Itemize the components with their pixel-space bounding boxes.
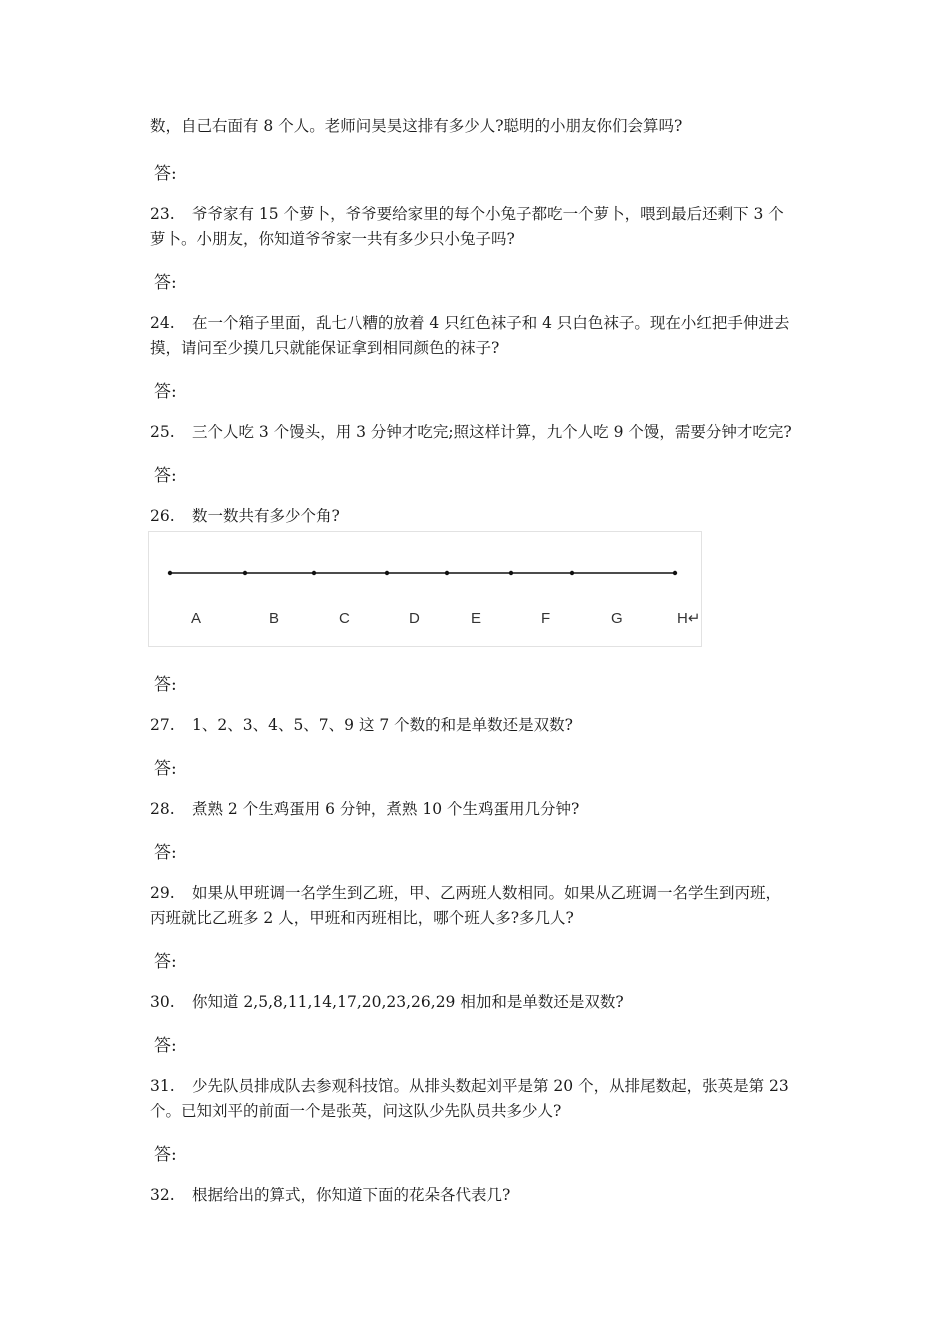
question-25 <box>150 422 840 442</box>
point-dot <box>385 571 389 575</box>
question-31-line-2: 个。已知刘平的前面一个是张英，问这队少先队员共多少人? <box>150 1102 562 1120</box>
question-30 <box>150 992 840 1012</box>
point-dot <box>312 571 316 575</box>
point-label: C <box>339 610 350 627</box>
question-number: 25. <box>150 423 175 441</box>
question-23 <box>150 204 840 224</box>
question-28 <box>150 799 840 819</box>
question-23-line-2: 萝卜。小朋友，你知道爷爷家一共有多少只小兔子吗? <box>150 230 515 248</box>
question-text: 煮熟 2 个生鸡蛋用 6 分钟，煮熟 10 个生鸡蛋用几分钟? <box>192 800 580 818</box>
question-text: 爷爷家有 15 个萝卜，爷爷要给家里的每个小兔子都吃一个萝卜，喂到最后还剩下 3 个 <box>192 205 784 223</box>
answer-label: 答: <box>154 164 177 184</box>
point-label: E <box>471 610 482 627</box>
question-text: 1、2、3、4、5、7、9 这 7 个数的和是单数还是双数? <box>192 716 573 734</box>
question-text: 少先队员排成队去参观科技馆。从排头数起刘平是第 20 个，从排尾数起，张英是第 23 <box>192 1077 789 1095</box>
answer-label: 答: <box>154 675 177 695</box>
question-26 <box>150 506 840 526</box>
question-27 <box>150 715 840 735</box>
point-label: F <box>541 610 551 627</box>
question-31 <box>150 1076 840 1096</box>
answer-label: 答: <box>154 382 177 402</box>
question-24 <box>150 313 840 333</box>
question-number: 32. <box>150 1186 175 1204</box>
answer-label: 答: <box>154 952 177 972</box>
question-number: 27. <box>150 716 175 734</box>
question-number: 31. <box>150 1077 175 1095</box>
answer-label: 答: <box>154 1036 177 1056</box>
answer-label: 答: <box>154 1145 177 1165</box>
answer-label: 答: <box>154 466 177 486</box>
question-text: 根据给出的算式，你知道下面的花朵各代表几? <box>192 1186 511 1204</box>
point-label: A <box>191 610 202 627</box>
question-text: 在一个箱子里面，乱七八糟的放着 4 只红色袜子和 4 只白色袜子。现在小红把手伸进去 <box>192 314 790 332</box>
question-text: 数一数共有多少个角? <box>192 507 340 525</box>
point-dot <box>445 571 449 575</box>
point-dot <box>509 571 513 575</box>
question-text: 如果从甲班调一名学生到乙班，甲、乙两班人数相同。如果从乙班调一名学生到丙班， <box>192 884 782 902</box>
question-number: 26. <box>150 507 175 525</box>
question-number: 23. <box>150 205 175 223</box>
point-label: B <box>269 610 280 627</box>
question-number: 29. <box>150 884 175 902</box>
point-label: D <box>409 610 420 627</box>
point-dot <box>168 571 172 575</box>
question-32 <box>150 1185 840 1205</box>
question-number: 28. <box>150 800 175 818</box>
question-29-line-2: 丙班就比乙班多 2 人，甲班和丙班相比，哪个班人多?多几人? <box>150 909 574 927</box>
point-dot <box>570 571 574 575</box>
continuation-line: 数，自己右面有 8 个人。老师问昊昊这排有多少人?聪明的小朋友你们会算吗? <box>150 117 683 135</box>
question-24-line-2: 摸，请问至少摸几只就能保证拿到相同颜色的袜子? <box>150 339 500 357</box>
question-29 <box>150 883 840 903</box>
point-label: H↵ <box>677 610 701 627</box>
ray-diagram <box>149 532 703 648</box>
question-number: 24. <box>150 314 175 332</box>
point-dot <box>673 571 677 575</box>
answer-label: 答: <box>154 273 177 293</box>
point-dot <box>243 571 247 575</box>
question-text: 三个人吃 3 个馒头，用 3 分钟才吃完;照这样计算，九个人吃 9 个馒，需要分钟才吃完? <box>192 423 792 441</box>
question-text: 你知道 2,5,8,11,14,17,20,23,26,29 相加和是单数还是双数? <box>192 993 624 1011</box>
answer-label: 答: <box>154 759 177 779</box>
answer-label: 答: <box>154 843 177 863</box>
question-number: 30. <box>150 993 175 1011</box>
point-label: G <box>611 610 623 627</box>
angle-figure <box>148 531 702 647</box>
